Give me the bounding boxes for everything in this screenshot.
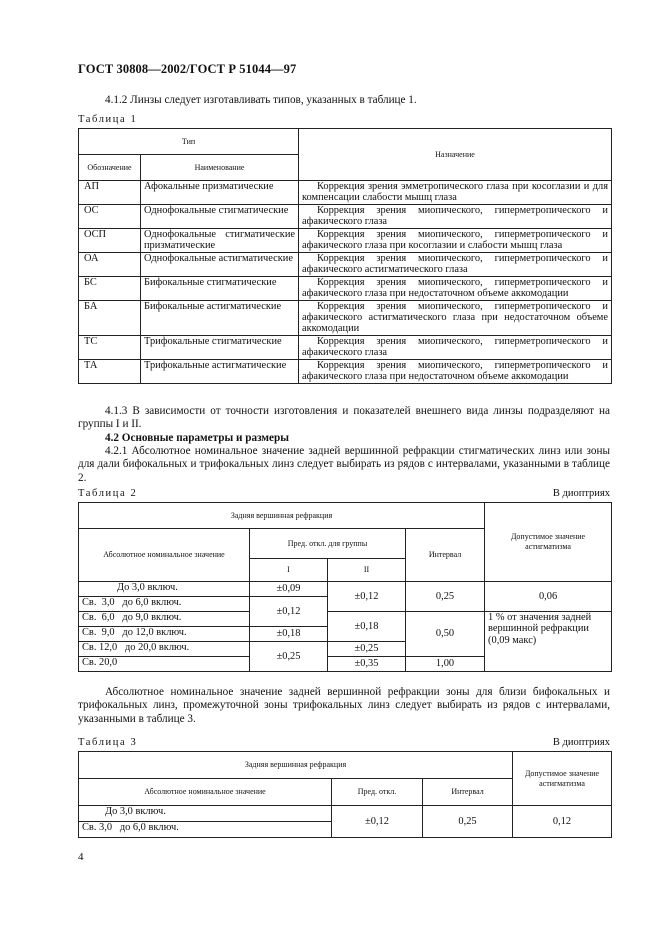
type-purpose: Коррекция зрения миопического, гиперметропического и афакического астигматического глаза при недостаточном объеме аккомодации [299,301,612,336]
refraction-range: Св. 6,0 до 9,0 включ. [79,612,250,627]
table2-header-refraction: Задняя вершинная рефракция [79,503,485,529]
table-row [79,277,612,301]
table-row [79,582,612,597]
deviation-group-1: ±0,18 [250,627,328,642]
type-name: Трифокальные стигматические [141,336,299,360]
type-name: Бифокальные стигматические [141,277,299,301]
table3-header-refraction: Задняя вершинная рефракция [79,752,513,779]
table-row [79,612,612,627]
table1-header-name: Наименование [141,155,299,181]
table2-header-abs-value: Абсолютное номинальное значение [79,529,250,582]
deviation-value: ±0,12 [332,806,423,838]
table-row [79,229,612,253]
table2-caption: Таблица 2 [78,488,138,499]
table-row [79,205,612,229]
page-number: 4 [78,851,84,863]
type-name: Однофокальные стигматические призматические [141,229,299,253]
table1-header-purpose: Назначение [299,129,612,181]
paragraph-4-1-3: 4.1.3 В зависимости от точности изготовления и показателей внешнего вида линзы подразделяют на группы I и II. [78,405,610,431]
table3-header-abs-value: Абсолютное номинальное значение [79,779,332,806]
deviation-group-2: ±0,18 [328,612,406,642]
table-1-lens-types [78,128,612,384]
table-row [79,336,612,360]
type-name: Однофокальные астигматические [141,253,299,277]
type-purpose: Коррекция зрения эмметропического глаза при косоглазии и для компенсации слабости мышц глаза [299,181,612,205]
table1-caption: Таблица 1 [78,114,138,125]
table1-header-type: Тип [79,129,299,155]
astigmatism-value: 0,06 [485,582,612,612]
refraction-range: Св. 3,0 до 6,0 включ. [79,822,332,838]
interval-value: 0,25 [406,582,485,612]
table-row [79,360,612,384]
table-3-near-zone-intervals [78,751,612,838]
type-purpose: Коррекция зрения миопического, гиперметропического и афакического глаза [299,205,612,229]
paragraph-near-zone: Абсолютное номинальное значение задней вершинной рефракции зоны для близи бифокальных и трифокальных линз, промежуточной зоны трифокальных линз следует выбирать из рядов с интервалами, указанными в таблице 3. [78,686,610,725]
interval-value: 0,50 [406,612,485,657]
paragraph-4-1-2: 4.1.2 Линзы следует изготавливать типов, указанных в таблице 1. [105,94,417,106]
deviation-group-2: ±0,25 [328,642,406,657]
deviation-group-1: ±0,09 [250,582,328,597]
table-row [79,806,612,822]
table2-header-group-1: I [250,559,328,582]
interval-value: 1,00 [406,657,485,672]
table-2-refraction-intervals [78,502,612,672]
type-name: Афокальные призматические [141,181,299,205]
paragraph-4-2-1: 4.2.1 Абсолютное номинальное значение задней вершинной рефракции стигматических линз или зоны для дали бифокальных и трифокальных линз следует выбирать из рядов с интервалами, указанными в таблице 2. [78,445,610,484]
table3-header-astigmatism: Допустимое значение астигматизма [513,752,612,806]
table2-header-astigmatism: Допустимое значение астигматизма [485,503,612,582]
type-code: АП [79,181,141,205]
type-code: БА [79,301,141,336]
deviation-group-1: ±0,25 [250,642,328,672]
type-name: Однофокальные стигматические [141,205,299,229]
interval-value: 0,25 [423,806,513,838]
type-name: Бифокальные астигматические [141,301,299,336]
table3-caption: Таблица 3 [78,737,138,748]
type-purpose: Коррекция зрения миопического, гиперметропического и афакического глаза [299,336,612,360]
type-code: ТА [79,360,141,384]
type-code: ОА [79,253,141,277]
type-code: БС [79,277,141,301]
deviation-group-2: ±0,35 [328,657,406,672]
table-row [79,181,612,205]
deviation-group-1: ±0,12 [250,597,328,627]
refraction-range: Св. 20,0 [79,657,250,672]
table1-header-code: Обозначение [79,155,141,181]
table2-header-deviation: Пред. откл. для группы [250,529,406,559]
type-purpose: Коррекция зрения миопического, гиперметропического и афакического глаза при недостаточном объеме аккомодации [299,277,612,301]
table2-header-interval: Интервал [406,529,485,582]
table2-header-group-2: II [328,559,406,582]
type-purpose: Коррекция зрения миопического, гиперметропического и афакического глаза при недостаточном объеме аккомодации [299,360,612,384]
type-code: ОС [79,205,141,229]
type-purpose: Коррекция зрения миопического, гиперметропического и афакического астигматического глаза [299,253,612,277]
table2-unit: В диоптриях [552,488,610,499]
refraction-range: Св. 9,0 до 12,0 включ. [79,627,250,642]
type-code: ОСП [79,229,141,253]
deviation-group-2: ±0,12 [328,582,406,612]
type-code: ТС [79,336,141,360]
astigmatism-value: 0,12 [513,806,612,838]
table3-unit: В диоптриях [552,737,610,748]
section-4-2-title: 4.2 Основные параметры и размеры [105,432,289,444]
document-header: ГОСТ 30808—2002/ГОСТ Р 51044—97 [78,62,297,76]
astigmatism-value: 1 % от значения задней вершинной рефракции (0,09 макс) [485,612,612,672]
type-purpose: Коррекция зрения миопического, гиперметропического и афакического глаза при косоглазии и слабости мышц глаза [299,229,612,253]
refraction-range: До 3,0 включ. [79,582,250,597]
table3-header-deviation: Пред. откл. [332,779,423,806]
refraction-range: Св. 12,0 до 20,0 включ. [79,642,250,657]
type-name: Трифокальные астигматические [141,360,299,384]
table-row [79,253,612,277]
table3-header-interval: Интервал [423,779,513,806]
table-row [79,301,612,336]
refraction-range: До 3,0 включ. [79,806,332,822]
refraction-range: Св. 3,0 до 6,0 включ. [79,597,250,612]
